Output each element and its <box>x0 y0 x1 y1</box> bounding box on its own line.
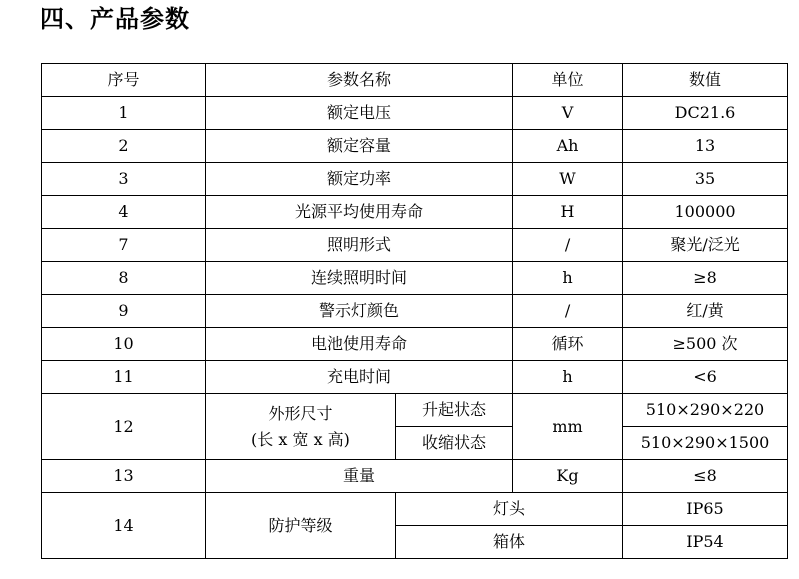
parameter-name: 额定电压 <box>206 97 513 130</box>
protection-part-label: 箱体 <box>396 526 623 559</box>
header-cell-number: 序号 <box>42 64 206 97</box>
table-row-dimensions <box>42 394 788 427</box>
header-cell-value: 数值 <box>623 64 788 97</box>
section-heading: 四、产品参数 <box>40 5 190 33</box>
parameter-name: 重量 <box>206 460 513 493</box>
parameter-name: 电池使用寿命 <box>206 328 513 361</box>
parameter-unit: V <box>513 97 623 130</box>
dimensions-state-label: 升起状态 <box>396 394 513 427</box>
parameter-value: 聚光/泛光 <box>623 229 788 262</box>
parameter-name: 额定容量 <box>206 130 513 163</box>
table-row <box>42 295 788 328</box>
row-number: 3 <box>42 163 206 196</box>
row-number: 13 <box>42 460 206 493</box>
parameter-unit: 循环 <box>513 328 623 361</box>
dimensions-name-line1: 外形尺寸 <box>268 403 333 423</box>
dimensions-state-value: 510×290×220 <box>623 394 788 427</box>
parameter-name: 照明形式 <box>206 229 513 262</box>
table-row <box>42 460 788 493</box>
parameter-unit: h <box>513 361 623 394</box>
dimensions-state-label: 收缩状态 <box>396 427 513 460</box>
header-cell-unit: 单位 <box>513 64 623 97</box>
row-number: 12 <box>42 394 206 460</box>
product-parameters-table <box>41 63 788 559</box>
table-row <box>42 163 788 196</box>
row-number: 2 <box>42 130 206 163</box>
table-row <box>42 262 788 295</box>
protection-part-value: IP54 <box>623 526 788 559</box>
parameter-value: DC21.6 <box>623 97 788 130</box>
parameter-unit: W <box>513 163 623 196</box>
table-row <box>42 97 788 130</box>
row-number: 1 <box>42 97 206 130</box>
table-row-protection <box>42 493 788 526</box>
parameter-value: ≥8 <box>623 262 788 295</box>
protection-part-value: IP65 <box>623 493 788 526</box>
parameter-unit: / <box>513 229 623 262</box>
parameter-name: 连续照明时间 <box>206 262 513 295</box>
parameter-value: 35 <box>623 163 788 196</box>
parameter-value: <6 <box>623 361 788 394</box>
parameter-value: 100000 <box>623 196 788 229</box>
parameter-value: ≤8 <box>623 460 788 493</box>
parameter-value: 13 <box>623 130 788 163</box>
parameter-unit: Kg <box>513 460 623 493</box>
row-number: 14 <box>42 493 206 559</box>
dimensions-name <box>206 394 396 460</box>
parameter-value: 红/黄 <box>623 295 788 328</box>
table-row <box>42 196 788 229</box>
header-cell-parameter-name: 参数名称 <box>206 64 513 97</box>
parameter-unit: h <box>513 262 623 295</box>
parameter-unit: H <box>513 196 623 229</box>
table-row <box>42 130 788 163</box>
parameter-name: 警示灯颜色 <box>206 295 513 328</box>
row-number: 8 <box>42 262 206 295</box>
parameter-name: 额定功率 <box>206 163 513 196</box>
row-number: 4 <box>42 196 206 229</box>
parameter-name: 充电时间 <box>206 361 513 394</box>
table-row <box>42 229 788 262</box>
parameter-name: 光源平均使用寿命 <box>206 196 513 229</box>
parameter-unit: / <box>513 295 623 328</box>
parameter-value: ≥500 次 <box>623 328 788 361</box>
row-number: 11 <box>42 361 206 394</box>
parameter-unit: Ah <box>513 130 623 163</box>
dimensions-name-line2: (长 x 宽 x 高) <box>251 429 350 449</box>
row-number: 10 <box>42 328 206 361</box>
table-header-row <box>42 64 788 97</box>
table-row <box>42 361 788 394</box>
parameter-unit: mm <box>513 394 623 460</box>
protection-name: 防护等级 <box>206 493 396 559</box>
row-number: 9 <box>42 295 206 328</box>
row-number: 7 <box>42 229 206 262</box>
protection-part-label: 灯头 <box>396 493 623 526</box>
dimensions-state-value: 510×290×1500 <box>623 427 788 460</box>
table-row <box>42 328 788 361</box>
